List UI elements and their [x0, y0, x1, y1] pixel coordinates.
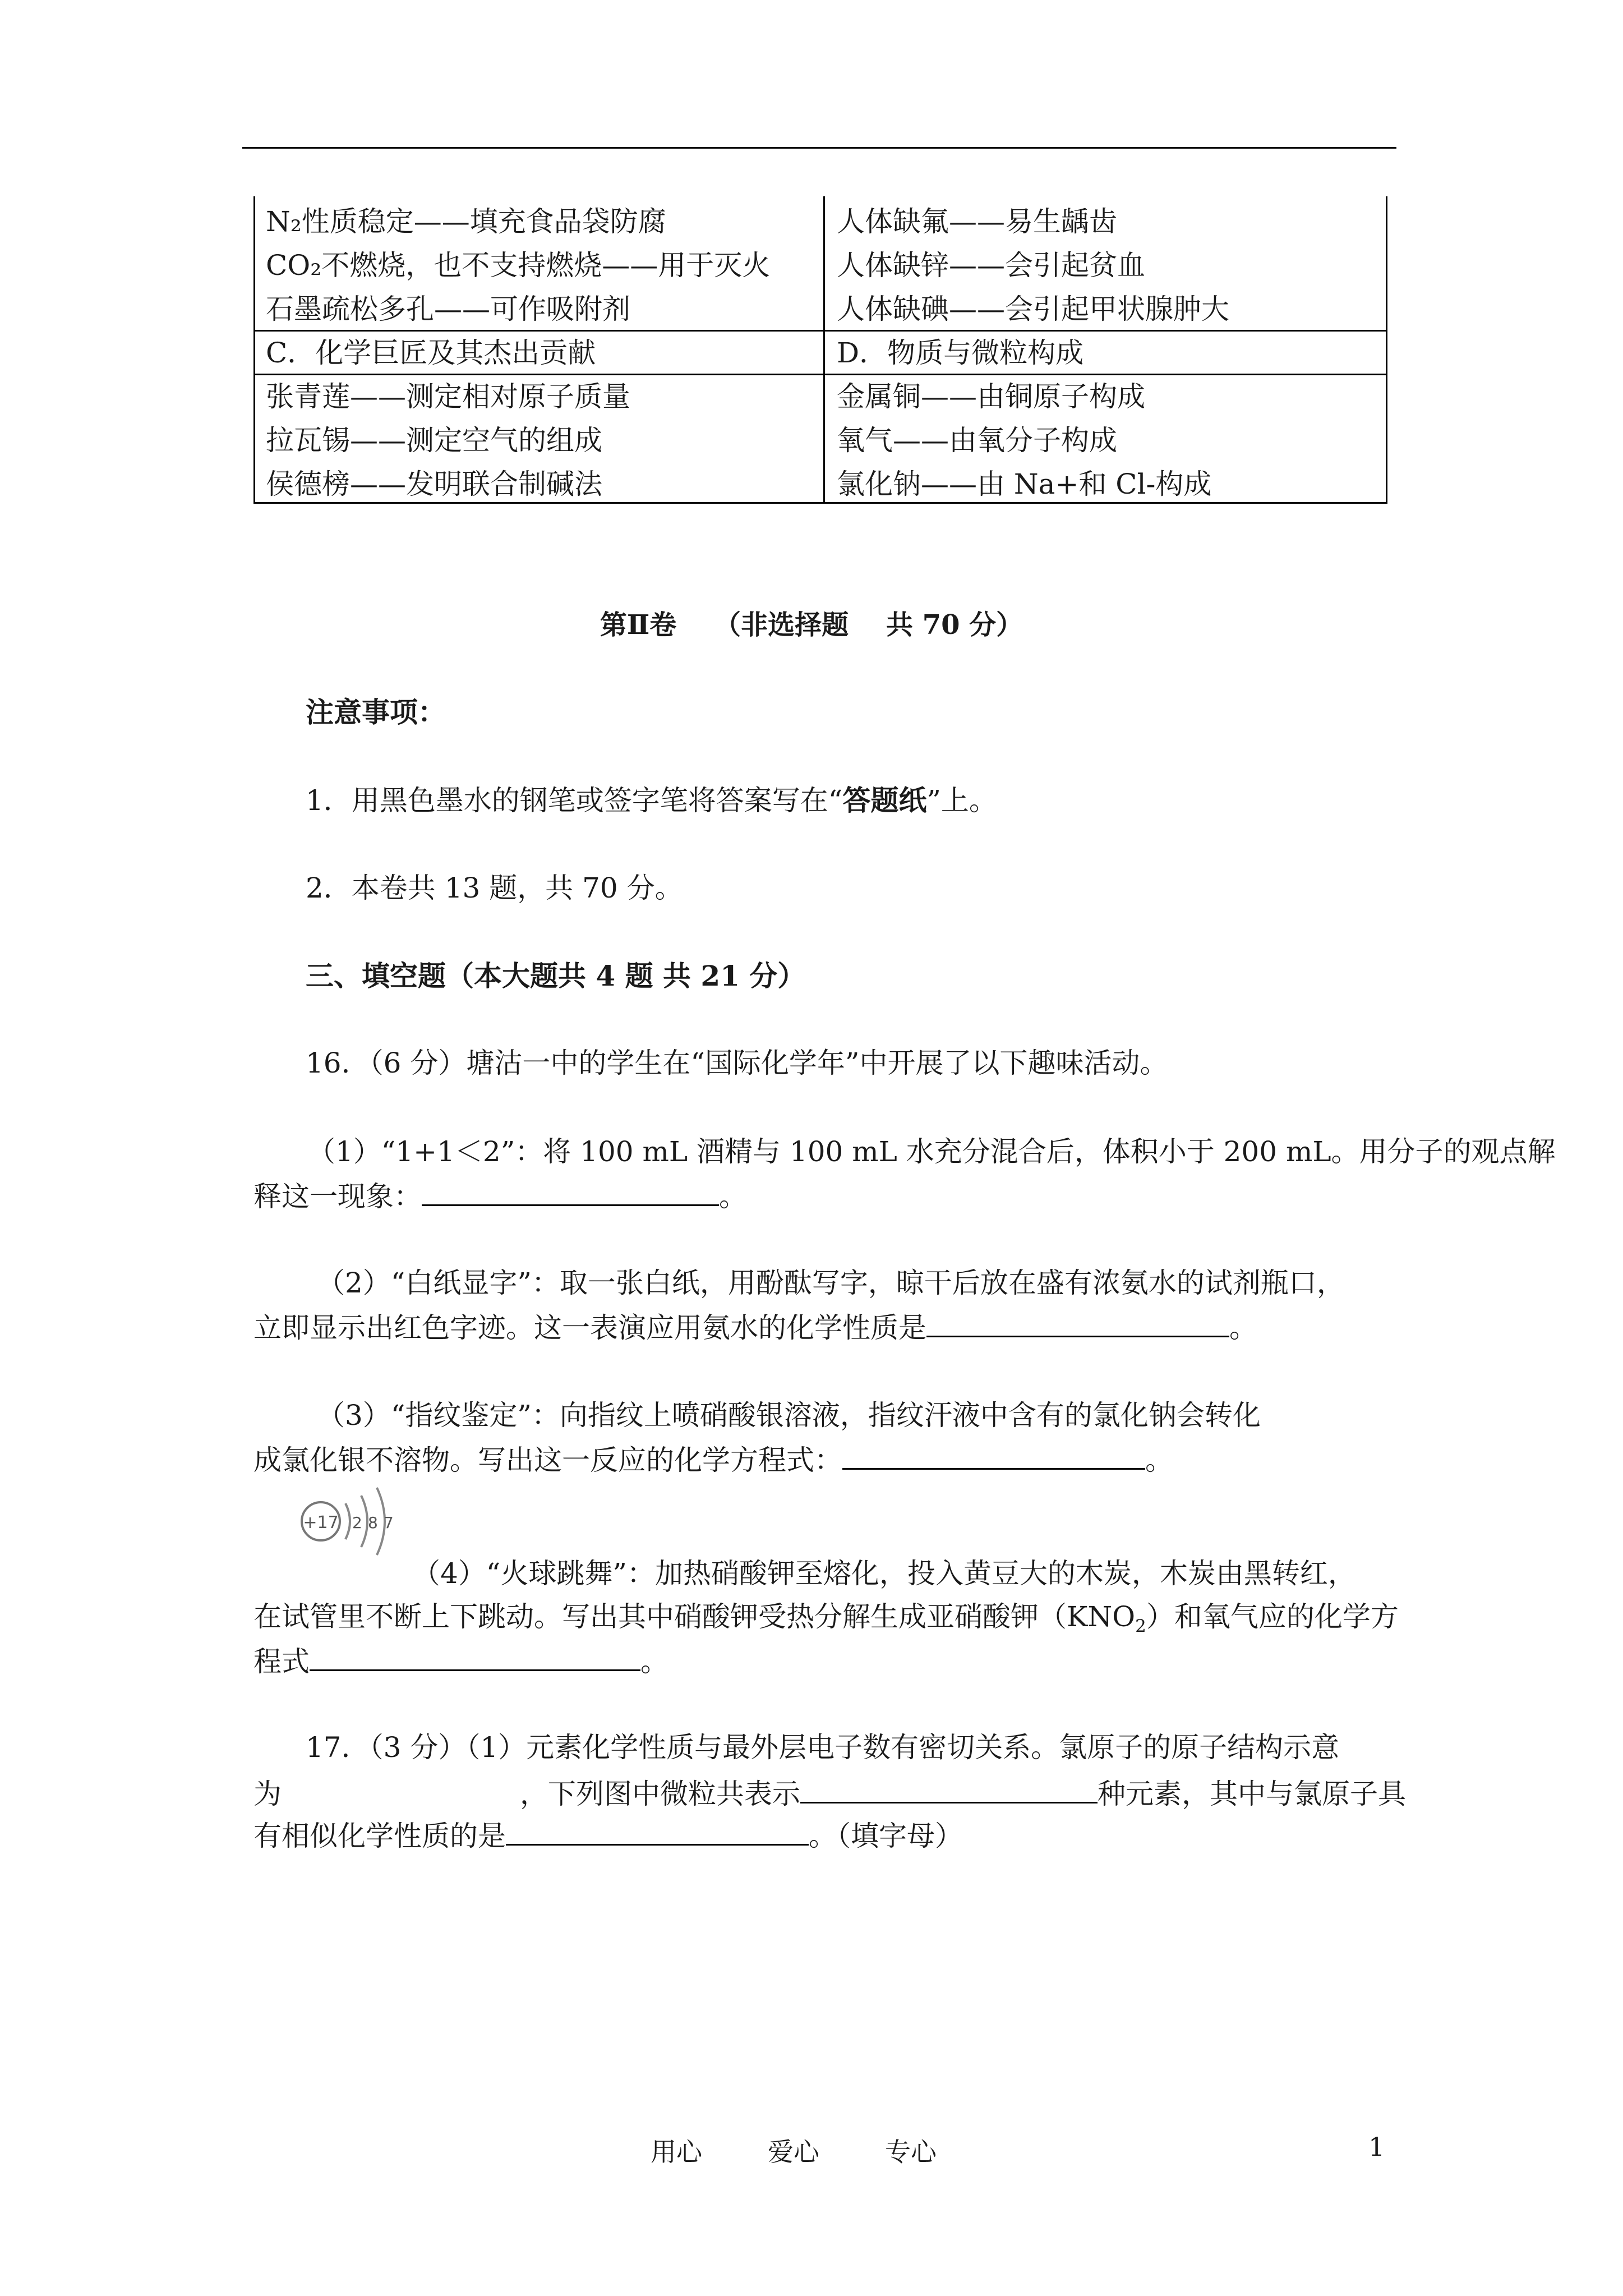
note-1: [306, 786, 997, 815]
note-1-end: ”上。: [926, 784, 997, 817]
table-cell-right: [837, 200, 1229, 331]
nucleus-charge: +17: [303, 1513, 339, 1533]
answer-blank: [800, 1777, 1098, 1803]
question-17-line-a: 17．（3 分）（1）元素化学性质与最外层电子数有密切关系。氯原子的原子结构示意: [306, 1731, 1340, 1764]
shell-electron-count: 8: [368, 1513, 378, 1532]
table-cell-left: [266, 200, 770, 331]
question-16-2-line-b: [253, 1311, 1257, 1342]
table-header-d: D．物质与微粒构成: [837, 337, 1084, 369]
table-line: 人体缺锌——会引起贫血: [837, 249, 1145, 282]
question-16-2-line-a: （2）“白纸显字”：取一张白纸，用酚酞写字，晾干后放在盛有浓氨水的试剂瓶口，: [317, 1267, 1345, 1299]
table-line: 氧气——由氧分子构成: [837, 424, 1117, 457]
question-16-1-text: 释这一现象：: [253, 1180, 422, 1213]
question-17-text: 。（填字母）: [809, 1820, 963, 1852]
table-line: 石墨疏松多孔——可作吸附剂: [266, 293, 630, 325]
question-16-4-text: 在试管里不断上下跳动。写出其中硝酸钾受热分解生成亚硝酸钾（KNO: [253, 1600, 1136, 1633]
answer-blank: [506, 1819, 809, 1846]
question-17-text: 为: [253, 1778, 282, 1810]
table-left-border: [253, 196, 255, 504]
question-17-text: 种元素，其中与氯原子具: [1098, 1778, 1406, 1810]
period: 。: [1229, 1312, 1257, 1344]
question-16-4-line-a: （4）“火球跳舞”：加热硝酸钾至熔化，投入黄豆大的木炭，木炭由黑转红，: [412, 1557, 1356, 1590]
question-16-4-line-b: [253, 1600, 1399, 1636]
answer-blank: [310, 1645, 640, 1671]
question-17-text: 有相似化学性质的是: [253, 1820, 506, 1852]
question-16-2-text: 立即显示出红色字迹。这一表演应用氨水的化学性质是: [253, 1312, 926, 1344]
table-line: CO₂不燃烧，也不支持燃烧——用于灭火: [266, 249, 771, 282]
table-line: 张青莲——测定相对原子质量: [266, 380, 630, 413]
question-16-3-text: 成氯化银不溶物。写出这一反应的化学方程式：: [253, 1444, 842, 1476]
notes-title: 注意事项：: [306, 696, 446, 729]
period: 。: [640, 1645, 668, 1678]
table-line: N₂性质稳定——填充食品袋防腐: [266, 205, 666, 238]
electron-shell-arc: [345, 1503, 350, 1539]
table-line: 氯化钠——由 Na+和 Cl-构成: [837, 468, 1212, 500]
subscript: 2: [1135, 1616, 1146, 1636]
answer-blank: [422, 1180, 719, 1206]
answer-options-table: [253, 196, 1387, 504]
table-right-border: [1386, 196, 1387, 504]
page-number: 1: [1368, 2132, 1385, 2162]
question-17-text: ，下列图中微粒共表示: [520, 1778, 800, 1810]
part-3-title: 三、填空题（本大题共 4 题 共 21 分）: [306, 959, 806, 992]
table-cell-d: [837, 375, 1211, 506]
section-title: 第Ⅱ卷 （非选择题 共 70 分）: [600, 609, 1023, 641]
question-16-1-line-b: [253, 1180, 747, 1211]
table-line: 人体缺氟——易生龋齿: [837, 205, 1117, 238]
table-mid-border: [823, 196, 825, 504]
footer-slogan: 用心 爱心 专心: [651, 2137, 937, 2167]
table-cell-c: [266, 375, 630, 506]
question-16-4-text: 程式: [253, 1645, 310, 1678]
header-rule: [242, 147, 1396, 149]
question-17-line-c: [253, 1819, 963, 1850]
chlorine-atom-diagram: [292, 1481, 404, 1565]
question-16-3-line-b: [253, 1443, 1173, 1474]
question-16-head: 16．（6 分）塘沽一中的学生在“国际化学年”中开展了以下趣味活动。: [306, 1047, 1168, 1079]
question-16-1-line-a: （1）“1+1＜2”：将 100 mL 酒精与 100 mL 水充分混合后，体积小于 200 mL。用分子的观点解: [307, 1135, 1556, 1168]
note-2: 2．本卷共 13 题，共 70 分。: [306, 872, 683, 904]
table-header-c: C．化学巨匠及其杰出贡献: [266, 337, 596, 369]
shell-electron-count: 2: [352, 1513, 362, 1532]
table-line: 拉瓦锡——测定空气的组成: [266, 424, 602, 457]
note-1-text: 1．用黑色墨水的钢笔或签字笔将答案写在“: [306, 784, 843, 817]
table-line: 金属铜——由铜原子构成: [837, 380, 1145, 413]
period: 。: [719, 1180, 747, 1213]
table-line: 人体缺碘——会引起甲状腺肿大: [837, 293, 1229, 325]
period: 。: [1145, 1444, 1173, 1476]
question-17-line-b: [253, 1777, 1406, 1808]
question-16-3-line-a: （3）“指纹鉴定”：向指纹上喷硝酸银溶液，指纹汗液中含有的氯化钠会转化: [317, 1399, 1261, 1432]
question-16-4-line-c: [253, 1645, 668, 1676]
answer-blank: [842, 1443, 1145, 1470]
note-1-bold: 答题纸: [842, 784, 927, 817]
question-16-4-text-end: ）和氧气应的化学方: [1146, 1600, 1399, 1633]
table-line: 侯德榜——发明联合制碱法: [266, 468, 602, 500]
answer-blank: [926, 1311, 1229, 1337]
shell-electron-count: 7: [384, 1513, 394, 1532]
